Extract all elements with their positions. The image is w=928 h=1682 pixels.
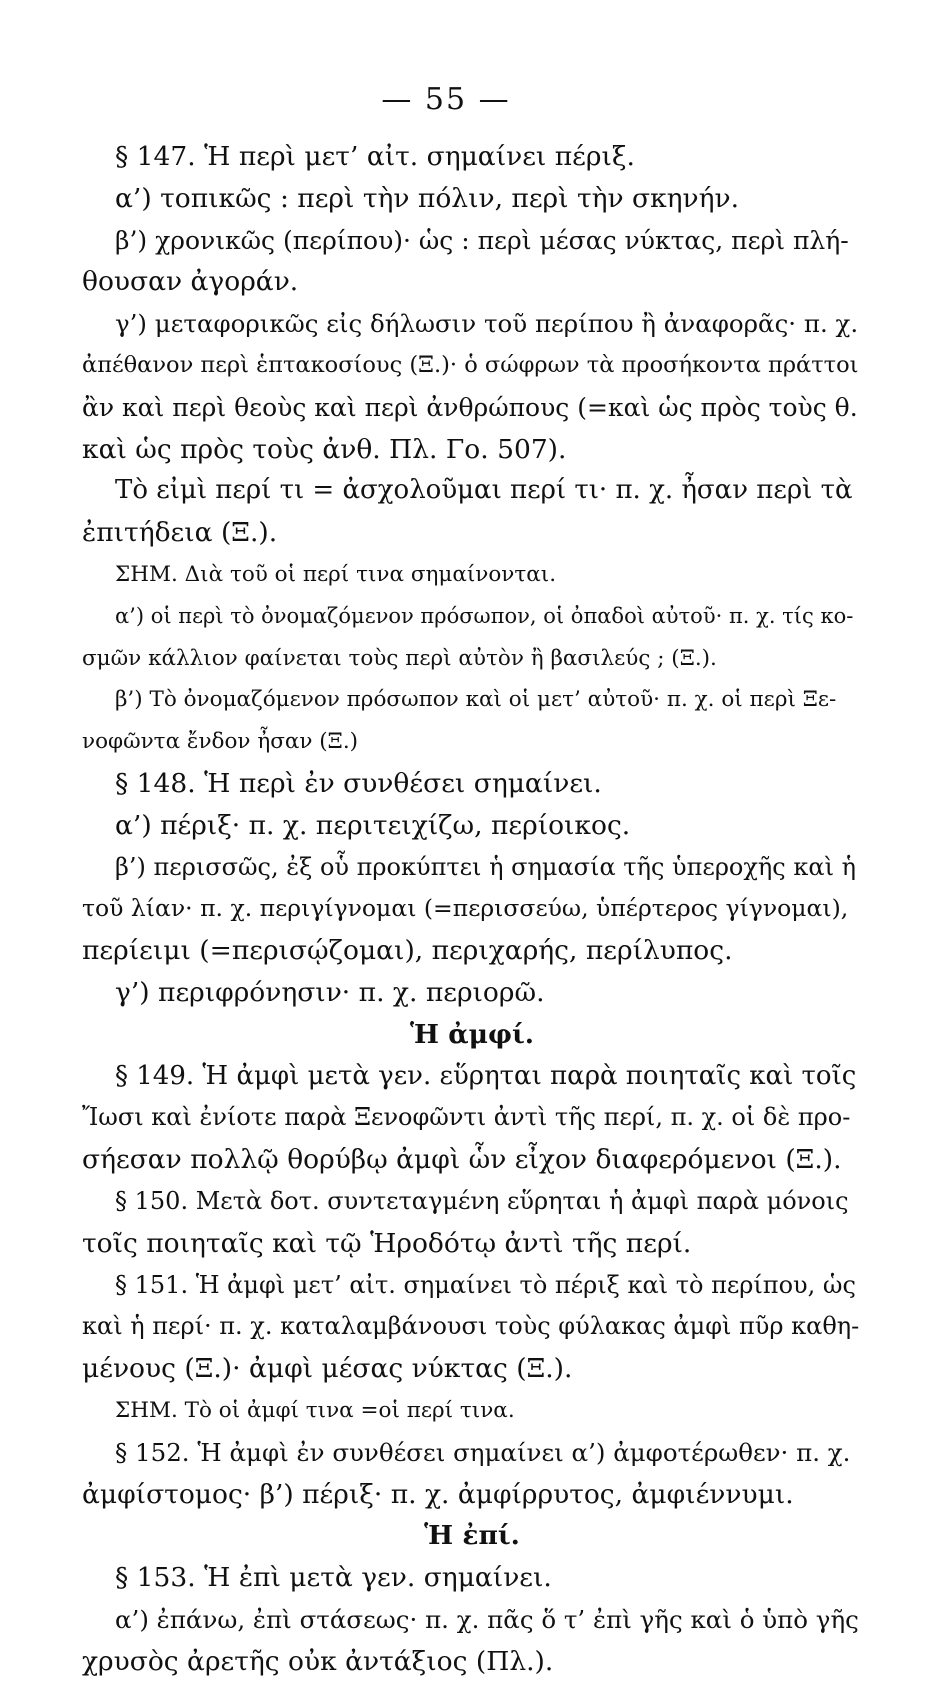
text-line: ἀμφίστομος· β’) πέριξ· π. χ. ἀμφίρρυτος, ἀμφιέννυμι.	[82, 1478, 794, 1510]
text-line: Ἴωσι καὶ ἐνίοτε παρὰ Ξενοφῶντι ἀντὶ τῆς περί, π. χ. οἱ δὲ προ-	[82, 1103, 851, 1132]
section-heading: Ἡ ἐπί.	[424, 1520, 520, 1552]
text-line: σήεσαν πολλῷ θορύβῳ ἀμφὶ ὧν εἶχον διαφερόμενοι (Ξ.).	[82, 1144, 842, 1176]
text-line: θουσαν ἀγοράν.	[82, 266, 299, 298]
text-line: ἂν καὶ περὶ θεοὺς καὶ περὶ ἀνθρώπους (=καὶ ὡς πρὸς τοὺς θ.	[82, 392, 858, 422]
section-heading: Ἡ ἀμφί.	[409, 1018, 535, 1050]
text-line: τοῦ λίαν· π. χ. περιγίγνομαι (=περισσεύω, ὑπέρτερος γίγνομαι),	[82, 894, 849, 923]
text-line: ἀπέθανον περὶ ἑπτακοσίους (Ξ.)· ὁ σώφρων τὰ προσήκοντα πράττοι	[82, 351, 859, 378]
text-line: β’) χρονικῶς (περίπου)· ὡς : περὶ μέσας νύκτας, περὶ πλή-	[115, 225, 849, 255]
text-line: α’) πέριξ· π. χ. περιτειχίζω, περίοικος.	[115, 809, 631, 841]
text-line: χρυσὸς ἀρετῆς οὐκ ἀντάξιος (Πλ.).	[82, 1645, 554, 1677]
text-line: β’) Τὸ ὀνομαζόμενον πρόσωπον καὶ οἱ μετ’ αὐτοῦ· π. χ. οἱ περὶ Ξε-	[115, 687, 837, 713]
text-line: § 150. Μετὰ δοτ. συντεταγμένη εὕρηται ἡ ἀμφὶ παρὰ μόνοις	[115, 1186, 849, 1215]
text-line: γ’) μεταφορικῶς εἰς δήλωσιν τοῦ περίπου ἢ ἀναφορᾶς· π. χ.	[115, 309, 859, 339]
text-line: ΣΗΜ. Τὸ οἱ ἀμφί τινα =οἱ περί τινα.	[115, 1397, 515, 1423]
text-line: § 148. Ἡ περὶ ἐν συνθέσει σημαίνει.	[115, 767, 602, 799]
text-line: α’) οἱ περὶ τὸ ὀνομαζόμενον πρόσωπον, οἱ ὀπαδοὶ αὐτοῦ· π. χ. τίς κο-	[115, 603, 854, 628]
text-line: μένους (Ξ.)· ἀμφὶ μέσας νύκτας (Ξ.).	[82, 1353, 573, 1385]
text-line: γ’) περιφρόνησιν· π. χ. περιορῶ.	[115, 976, 545, 1008]
text-line: § 152. Ἡ ἀμφὶ ἐν συνθέσει σημαίνει α’) ἀμφοτέρωθεν· π. χ.	[115, 1437, 851, 1467]
text-line: καὶ ὡς πρὸς τοὺς ἀνθ. Πλ. Γο. 507).	[82, 433, 567, 465]
text-line: περίειμι (=περισῴζομαι), περιχαρής, περίλυπος.	[82, 935, 733, 967]
text-line: ΣΗΜ. Διὰ τοῦ οἱ περί τινα σημαίνονται.	[115, 561, 557, 587]
text-line: α’) τοπικῶς : περὶ τὴν πόλιν, περὶ τὴν σκηνήν.	[115, 182, 740, 214]
text-line: Τὸ εἰμὶ περί τι = ἀσχολοῦμαι περί τι· π. χ. ἦσαν περὶ τὰ	[115, 475, 853, 506]
text-line: α’) ἐπάνω, ἐπὶ στάσεως· π. χ. πᾶς ὅ τ’ ἐπὶ γῆς καὶ ὁ ὑπὸ γῆς	[115, 1604, 859, 1634]
text-line: β’) περισσῶς, ἐξ οὗ προκύπτει ἡ σημασία τῆς ὑπεροχῆς καὶ ἡ	[115, 852, 856, 881]
page-number: — 55 —	[381, 82, 511, 117]
text-line: σμῶν κάλλιον φαίνεται τοὺς περὶ αὐτὸν ἢ βασιλεύς ; (Ξ.).	[82, 645, 717, 671]
text-line: ἐπιτήδεια (Ξ.).	[82, 517, 278, 549]
text-line: § 151. Ἡ ἀμφὶ μετ’ αἰτ. σημαίνει τὸ πέριξ καὶ τὸ περίπου, ὡς	[115, 1270, 856, 1299]
text-line: § 149. Ἡ ἀμφὶ μετὰ γεν. εὕρηται παρὰ ποιηταῖς καὶ τοῖς	[115, 1060, 857, 1091]
text-line: νοφῶντα ἔνδον ἦσαν (Ξ.)	[82, 729, 359, 755]
text-line: καὶ ἡ περί· π. χ. καταλαμβάνουσι τοὺς φύλακας ἀμφὶ πῦρ καθη-	[82, 1312, 860, 1341]
page-text	[82, 136, 862, 1682]
text-line: τοῖς ποιηταῖς καὶ τῷ Ἡροδότῳ ἀντὶ τῆς περί.	[82, 1227, 692, 1259]
text-line: § 153. Ἡ ἐπὶ μετὰ γεν. σημαίνει.	[115, 1562, 552, 1594]
text-line: § 147. Ἡ περὶ μετ’ αἰτ. σημαίνει πέριξ.	[115, 141, 635, 172]
